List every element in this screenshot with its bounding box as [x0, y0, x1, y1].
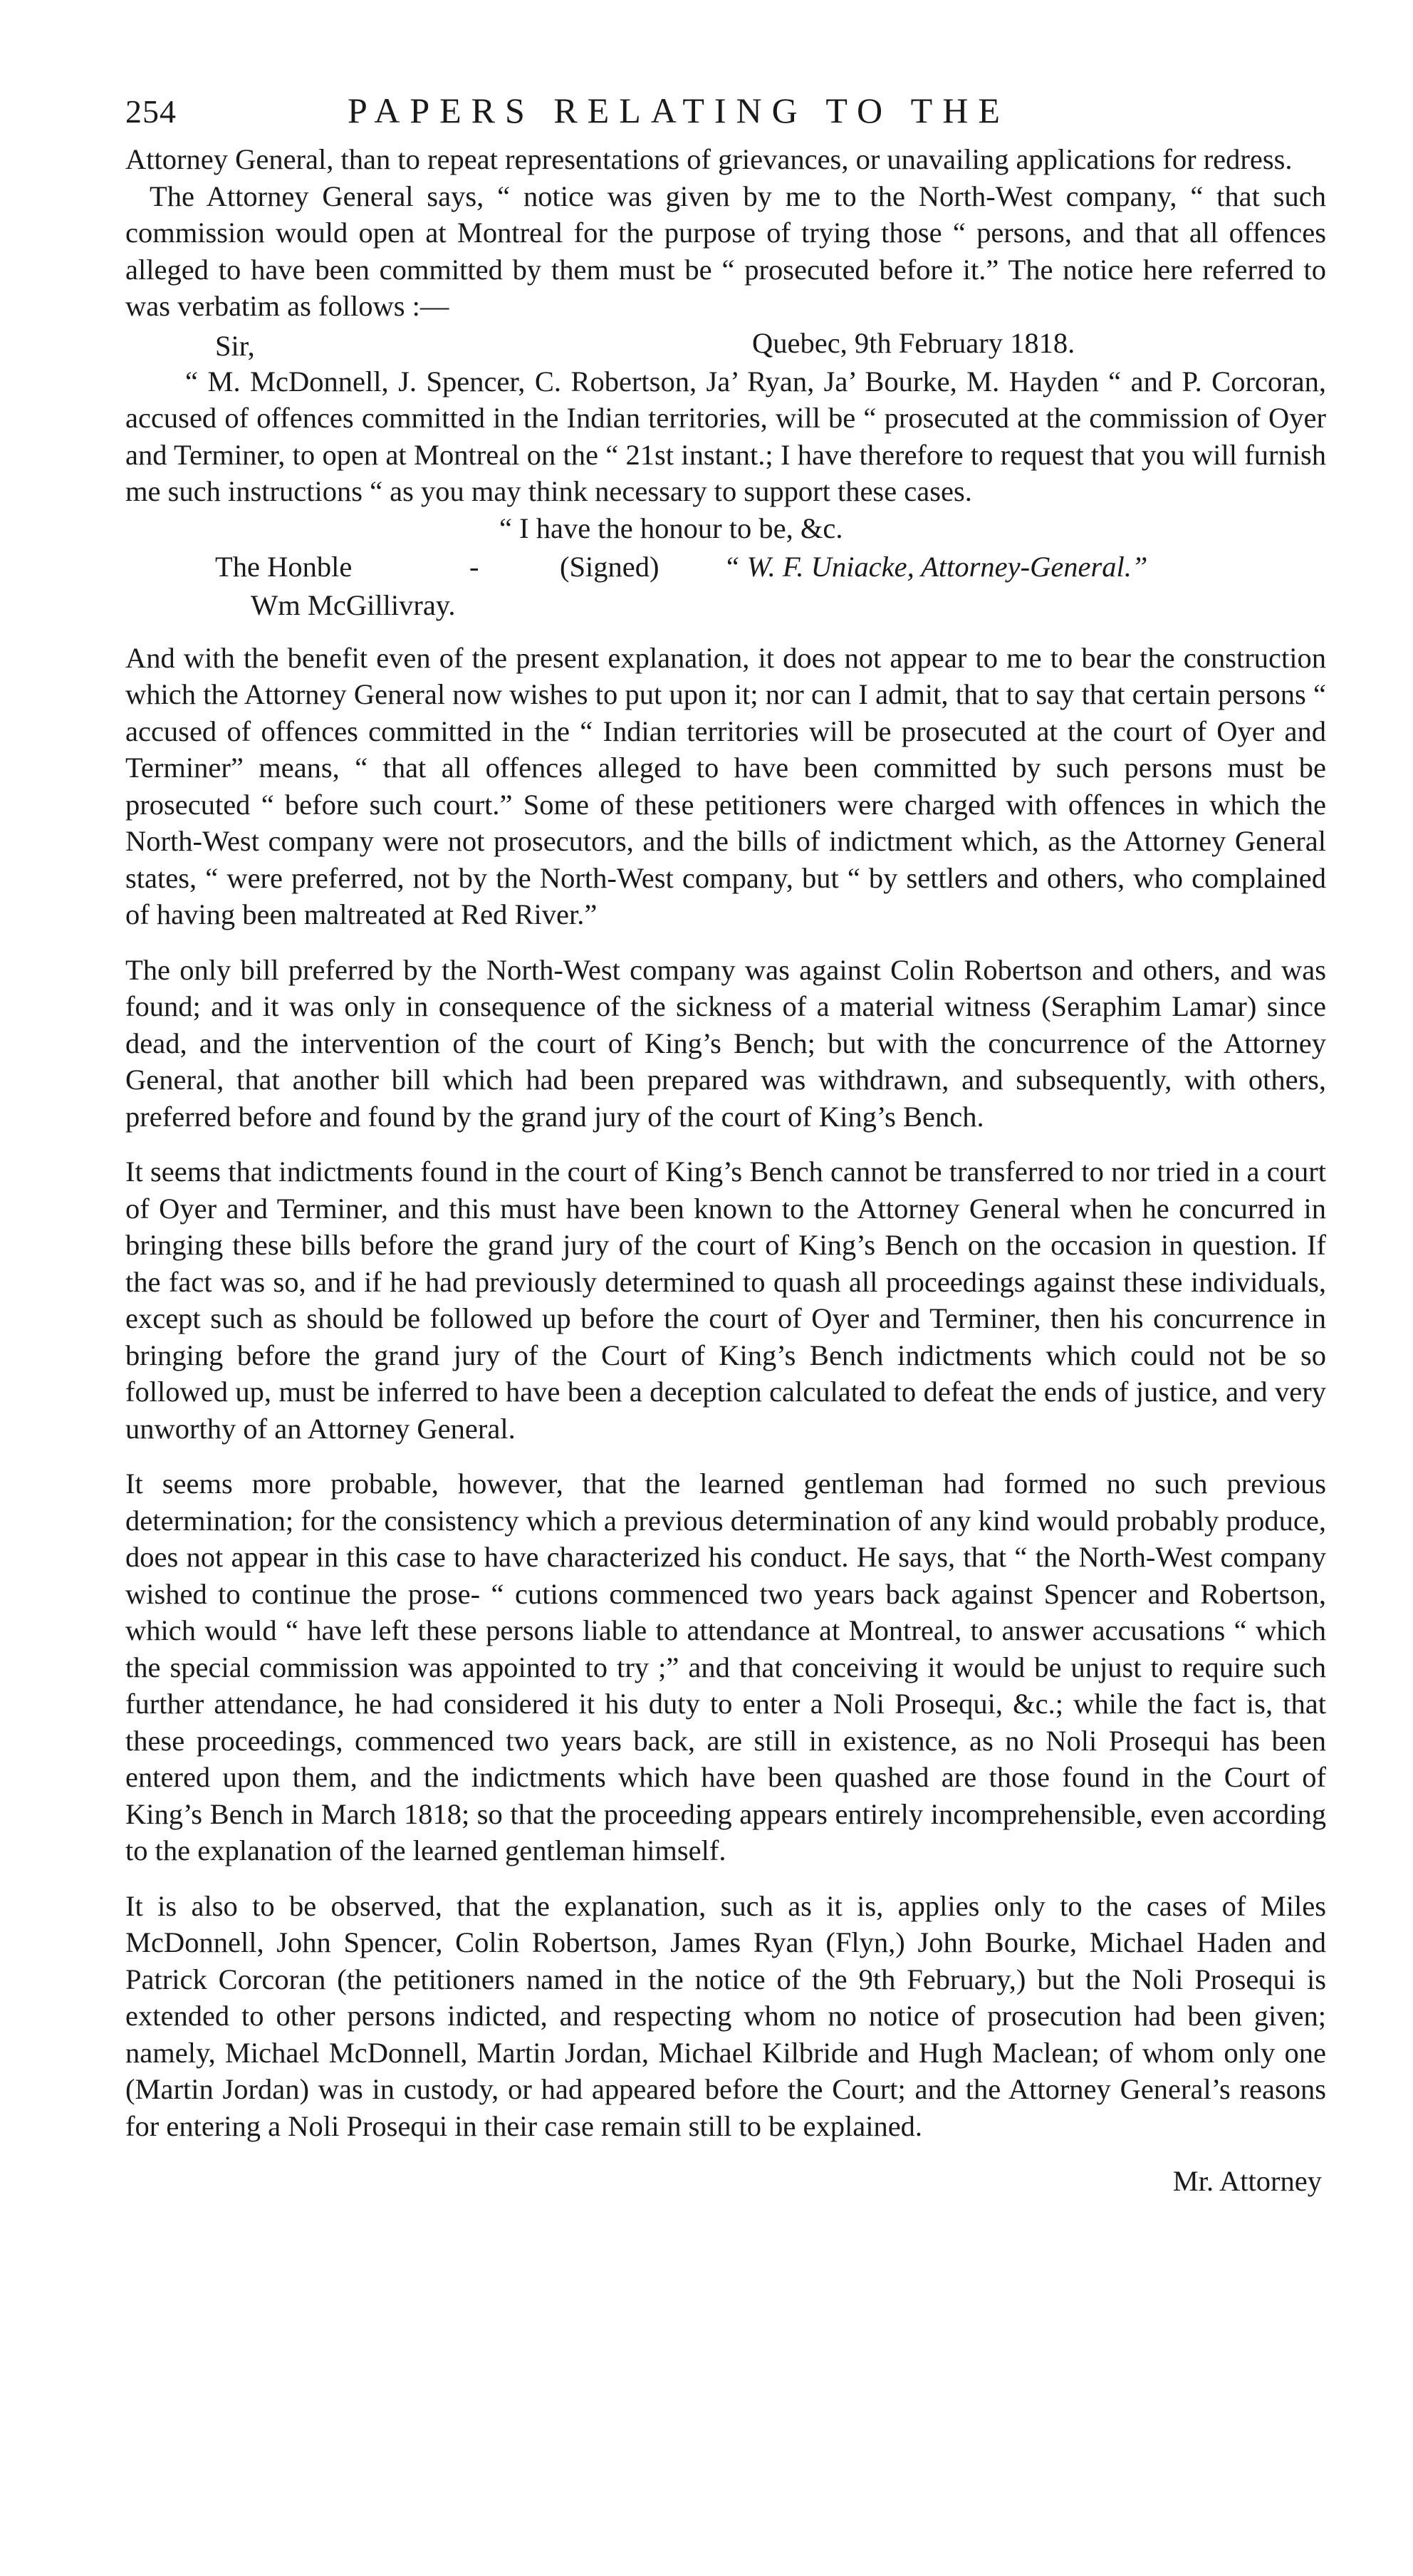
- running-head: [125, 90, 1326, 140]
- paragraph-7: It is also to be observed, that the explanation, such as it is, applies only to the cases of Miles McDonnell, John Spencer, Colin Robertson, James Ryan (Flyn,) John Bourke, Michael Haden and Patrick Corcoran (the petitioners named in the notice of the 9th February,) but the Noli Prosequi is extended to other persons indicted, and respecting whom no notice of prosecution had been given; namely, Michael McDonnell, Martin Jordan, Michael Kilbride and Hugh Maclean; of whom only one (Martin Jordan) was in custody, or had appeared before the Court; and the Attorney General’s reasons for entering a Noli Prosequi in their case remain still to be explained.: [125, 1889, 1326, 2142]
- letter-addressee-line1: The Honble: [215, 550, 353, 583]
- letter-dash: -: [469, 550, 479, 583]
- quoted-letter: [125, 325, 1326, 625]
- paragraph-4: The only bill preferred by the North-West company was against Colin Robertson and others, and was found; and it was only in consequence of the sickness of a material witness (Seraphim Lamar) since dead, and the intervention of the court of King’s Bench; but with the concurrence of the Attorney General, that another bill which had been prepared was withdrawn, and subsequently, with others, preferred before and found by the grand jury of the court of King’s Bench.: [125, 953, 1326, 1133]
- letter-signed: (Signed): [560, 550, 659, 583]
- paragraph-3: And with the benefit even of the present explanation, it does not appear to me to bear the construction which the Attorney General now wishes to put upon it; nor can I admit, that to say that certain persons “ accused of offences committed in the “ Indian territories will be prosecuted at the court of Oyer and Terminer” means, “ that all offences alleged to have been committed by such persons must be prosecuted “ before such court.” Some of these petitioners were charged with offences in which the North-West company were not prosecutors, and the bills of indictment which, as the Attorney General states, “ were preferred, not by the North-West company, but “ by settlers and others, who complained of having been maltreated at Red River.”: [125, 641, 1326, 930]
- paragraph-5: It seems that indictments found in the court of King’s Bench cannot be transferred to nor tried in a court of Oyer and Terminer, and this must have been known to the Attorney General when he concurred in bringing these bills before the grand jury of the court of King’s Bench on the occasion in question. If the fact was so, and if he had previously determined to quash all proceedings against these individuals, except such as should be followed up before the court of Oyer and Terminer, then his concurrence in bringing before the grand jury of the Court of King’s Bench indictments which could not be so followed up, must be inferred to have been a deception calculated to defeat the ends of justice, and very unworthy of an Attorney General.: [125, 1155, 1326, 1445]
- catchword: Mr. Attorney: [1172, 2165, 1322, 2197]
- page-number: 254: [125, 93, 177, 130]
- letter-salutation: Sir,: [215, 329, 255, 362]
- letter-signature: “ W. F. Uniacke, Attorney-General.”: [724, 550, 1148, 583]
- letter-dateline: Quebec, 9th February 1818.: [752, 326, 1075, 359]
- running-title: PAPERS RELATING TO THE: [348, 90, 1010, 130]
- document-page: [125, 90, 1326, 2198]
- paragraph-2: The Attorney General says, “ notice was given by me to the North-West company, “ that such commission would open at Montreal for the purpose of trying those “ persons, and that all offences alleged to have been committed by them must be “ prosecuted before it.” The notice here referred to was verbatim as follows :—: [125, 180, 1326, 322]
- letter-body: “ M. McDonnell, J. Spencer, C. Robertson, Ja’ Ryan, Ja’ Bourke, M. Hayden “ and P. Corcoran, accused of offences committed in the Indian territories, will be “ prosecuted at the commission of Oyer and Terminer, to open at Montreal on the “ 21st instant.; I have therefore to request that you will furnish me such instructions “ as you may think necessary to support these cases.: [125, 365, 1326, 507]
- paragraph-6: It seems more probable, however, that the learned gentleman had formed no such previous determination; for the consistency which a previous determination of any kind would probably produce, does not appear in this case to have characterized his conduct. He says, that “ the North-West company wished to continue the prose- “ cutions commenced two years back against Spencer and Robertson, which would “ have left these persons liable to attendance at Montreal, to answer accusations “ which the special commission was appointed to try ;” and that conceiving it would be unjust to require such further attendance, he had considered it his duty to enter a Noli Prosequi, &c.; while the fact is, that these proceedings, commenced two years back, are still in existence, as no Noli Prosequi has been entered upon them, and the indictments which have been quashed are those found in the Court of King’s Bench in March 1818; so that the proceeding appears entirely incomprehensible, even according to the explanation of the learned gentleman himself.: [125, 1468, 1326, 1866]
- paragraph-1: Attorney General, than to repeat representations of grievances, or unavailing applications for redress.: [125, 143, 1293, 175]
- letter-close: “ I have the honour to be, &c.: [499, 511, 843, 544]
- letter-addressee-line2: Wm McGillivray.: [251, 588, 456, 621]
